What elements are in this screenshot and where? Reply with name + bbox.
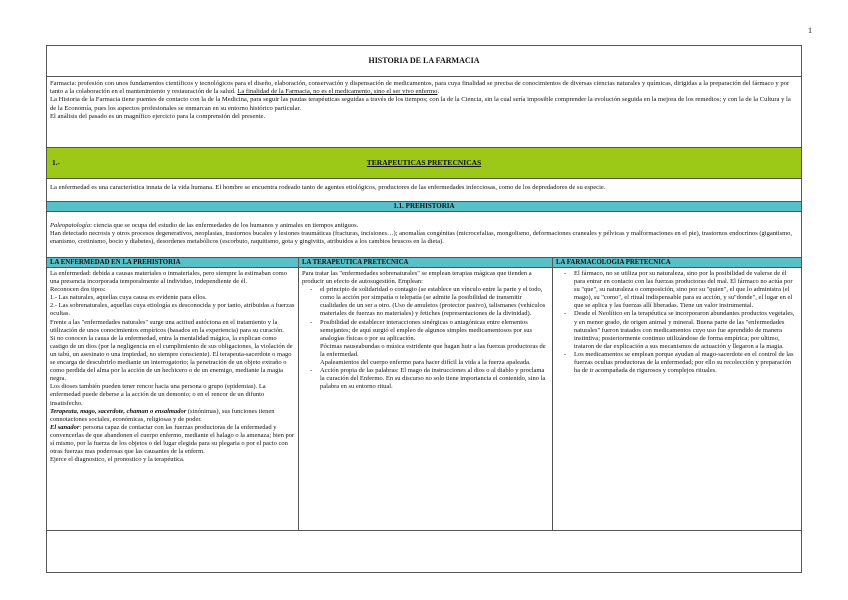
col2-bullet-continuation: Apaleamientos del cuerpo enfermo para hacer difícil la vida a la fuerza apaleada. — [320, 359, 531, 367]
intro-text-1c: . — [437, 88, 440, 96]
section-number: 1.- — [52, 158, 61, 167]
col1-paragraph — [50, 424, 295, 456]
intro-text-1a: Farmacia: profesión con unos fundamentos científicos y tecnológicos para el diseño, elaboración, conservación y dispensación de medicamentos, para cuya finalidad se precisa de conocimientos de diversas ciencias naturales y químicas, dirigidas a la preparación del fármaco y por tanto a la colaboración en el mantenimiento y restauración de la salud. — [50, 80, 790, 96]
paleopatologia-section — [50, 222, 798, 246]
col1-paragraph: 1.- Las naturales, aquellas cuya causa es evidente para ellos. — [50, 294, 207, 302]
intro-text-1b: La finalidad de la Farmacia, no es el medicamento, sino el ser vivo enfermo — [237, 88, 438, 96]
intro-section — [50, 80, 798, 121]
col1-paragraph: Ejerce el diagnostico, el pronostico y la terapéutica. — [50, 456, 185, 464]
column-header-farmacologia: LA FARMACOLOGIA PRETECNICA — [553, 258, 801, 268]
col2-bullet: - el principio de solidaridad o contagio (se establece un vínculo entre la parte y el todo, como la acción por simpatía o telepatía (se admite la posibilidad de transmitir cualidades de un ser a otro. (Uso de amuletos (protector pasivo), talismanes (vehículos materiales de fuerzas no materiales) y fetiches (representaciones de la divinidad). — [302, 286, 549, 318]
intro-paragraph-2: La Historia de la Farmacia tiene puentes de contacto con la de la Medicina, para seguir las pautas terapéuticas seguidas a través de los tiempos; con la de la Ciencia, sin la cual sería imposible comprender la evolución seguida en la mejora de los remedios; y con la de la Cultura y la de la Economía, pues los aspectos profesionales se enmarcan en su entorno histórico particular. — [50, 96, 791, 112]
paleo-term: Paleopatología — [50, 222, 91, 229]
subsection-heading: 1.1. PREHISTORIA — [47, 201, 801, 212]
col1-text: : persona capaz de contactar con las fuerzas productoras de la enfermedad y convencerlas de que abandonen el cuerpo enfermo, mediante el halago o la amenaza; bien por sí mismo, por la fuerza de los objetos o del lugar elegida para su plegaria o por el pacto con otras fuerzas mas poderosas que las causantes de la enferm. — [50, 423, 295, 456]
intro-paragraph-1 — [50, 80, 798, 96]
column-header-terapeutica: LA TERAPEUTICA PRETECNICA — [299, 258, 552, 268]
col3-bullet: - Los medicamentos se emplean porque ayudan al mago-sacerdote en el control de las fuerzas ocultas productoras de la enfermedad; por ello su recolección y preparación ha de ir acompañada de rigurosos y complejos rituales. — [556, 351, 798, 375]
page-number: 1 — [808, 26, 812, 35]
column-terapeutica — [298, 258, 552, 530]
enfermedad-text: La enfermedad es una característica innata de la vida humana. El hombre se encuentra rodeado tanto de agentes etiológicos, productores de las enfermedades infecciosas, como de los depredadores de su especie. — [50, 184, 606, 191]
section-header-bar — [47, 147, 801, 179]
paleo-findings: Han detectado necrosis y otros procesos degenerativos, neoplasias, trastornos bucales y lesiones traumáticas (fracturas, incisiones…); anomalías congénitas (microcefalias, mongolismo, deformaciones craneales y pélvicas y malformaciones en el pie), trastornos endocrinos (gigantismo, enanismo, cretinismo, bocio y diabetes), desordenes metabólicos (escorbuto, raquitismo, gota y gingivitis, atribuidos a los cambios bruscos en la dieta). — [50, 230, 793, 245]
col1-paragraph: Si no conocen la causa de la enfermedad, entra la mentalidad mágica, la explican como castigo de un dios (por la negligencia en el cumplimiento de sus obligaciones, la violación de un tabú, un asesinato o una impiedad, no siempre consciente). El terapeuta-sacerdote o mago se encarga de descubrirlo mediante un interrogatorio; la penetración de un objeto extraño o como perdida del alma por la acción de un hechicero o de un enemigo, mediante la magia negra. — [50, 334, 293, 383]
intro-paragraph-3: El análisis del pasado es un magnífico ejercicio para la comprensión del presente. — [50, 112, 266, 120]
col1-paragraph — [50, 408, 295, 424]
col1-term: Terapeuta, mago, sacerdote, chaman o ensalmador — [50, 407, 187, 415]
col2-bullet: - Posibilidad de establecer interacciones sinérgicas o antagónicas entre elementos semejantes; de aquí surgió el empleo de algunos simples medicamentosos por sus analogías físicas o por su aplicación. — [302, 319, 549, 343]
col2-bullet: - Acción propia de las palabras: El mago da instrucciones al dios o al diablo y proclama la curación del Enfermo. En su discurso no solo tiene importancia el contenido, sino la palabra en su entorno ritual. — [302, 367, 549, 391]
col3-bullet: - El fármaco, no se utiliza por su naturaleza, sino por la posibilidad de valerse de él para entrar en contacto con las fuerzas productoras del mal. El fármaco no actúa por su "que", su naturaleza o composición, sino por su "quien", el que lo administra (el mago), su "como", el ritual indispensable para su acción, y su"donde", el lugar en el que se aplica y las fuerzas allí liberadas. Tiene un valor instrumental. — [556, 270, 798, 310]
column-header-enfermedad: LA ENFERMEDAD EN LA PREHISTORIA — [47, 258, 298, 268]
paleo-definition — [50, 222, 798, 230]
col1-paragraph: Reconocen dos tipos: — [50, 286, 106, 294]
col3-bullet: - Desde el Neolítico en la terapéutica se incorporaron abundantes productos vegetales, y en menor grado, de origen animal y mineral. Buena parte de las "enfermedades naturales" fueron tratados con medicamentos cuyo uso fue aprendido de manera instintiva; posteriormente continuo utilizándose de forma empírica; por ultimo, trataron de dar explicación a sus mecanismos de actuación y llegaron a la magia. — [556, 310, 798, 350]
col1-text: (sinónimas), sus funciones tienen connotaciones sociales, económicas, religiosas y de poder. — [50, 407, 275, 423]
col2-intro: Para tratar las "enfermedades sobrenaturales" se emplean terapias mágicas que tienden a producir un efecto de autosugestión. Emplean: — [302, 270, 532, 286]
col1-paragraph: La enfermedad: debida a causas materiales o inmateriales, pero siempre la estimaban como una presencia incorporada temporalmente al individuo, independiente de él. — [50, 270, 287, 286]
paleo-def: : ciencia que se ocupa del estudio de las enfermedades de los humanos y animales en tiempos antiguos. — [90, 222, 359, 229]
section-heading: TERAPEUTICAS PRETECNICAS — [366, 158, 482, 167]
col2-bullet-continuation: Pócimas nauseabundas o música estridente que hagan huir a las fuerzas productoras de la enfermedad. — [320, 342, 546, 358]
col1-paragraph: Los dioses también pueden tener rencor hacia una persona o grupo (epidemias). La enfermedad puede deberse a la acción de un demonio; o en el rencor de un difunto insatisfecho. — [50, 383, 266, 407]
col1-paragraph: 2.- Las sobrenaturales, aquellas cuya etiología es desconocida y por tanto, atribuidas a fuerzas ocultas. — [50, 302, 295, 318]
col1-paragraph: Frente a las "enfermedades naturales" surge una actitud autóctona en el tratamiento y la utilización de unos conocimientos empíricos (basados en la experiencia) para su curación. — [50, 318, 284, 334]
col1-term: El sanador — [50, 423, 80, 431]
three-column-table — [47, 257, 801, 531]
document-title: HISTORIA DE LA FARMACIA — [47, 46, 801, 77]
column-enfermedad — [47, 258, 298, 530]
column-farmacologia — [552, 258, 801, 530]
document-table — [46, 45, 802, 573]
